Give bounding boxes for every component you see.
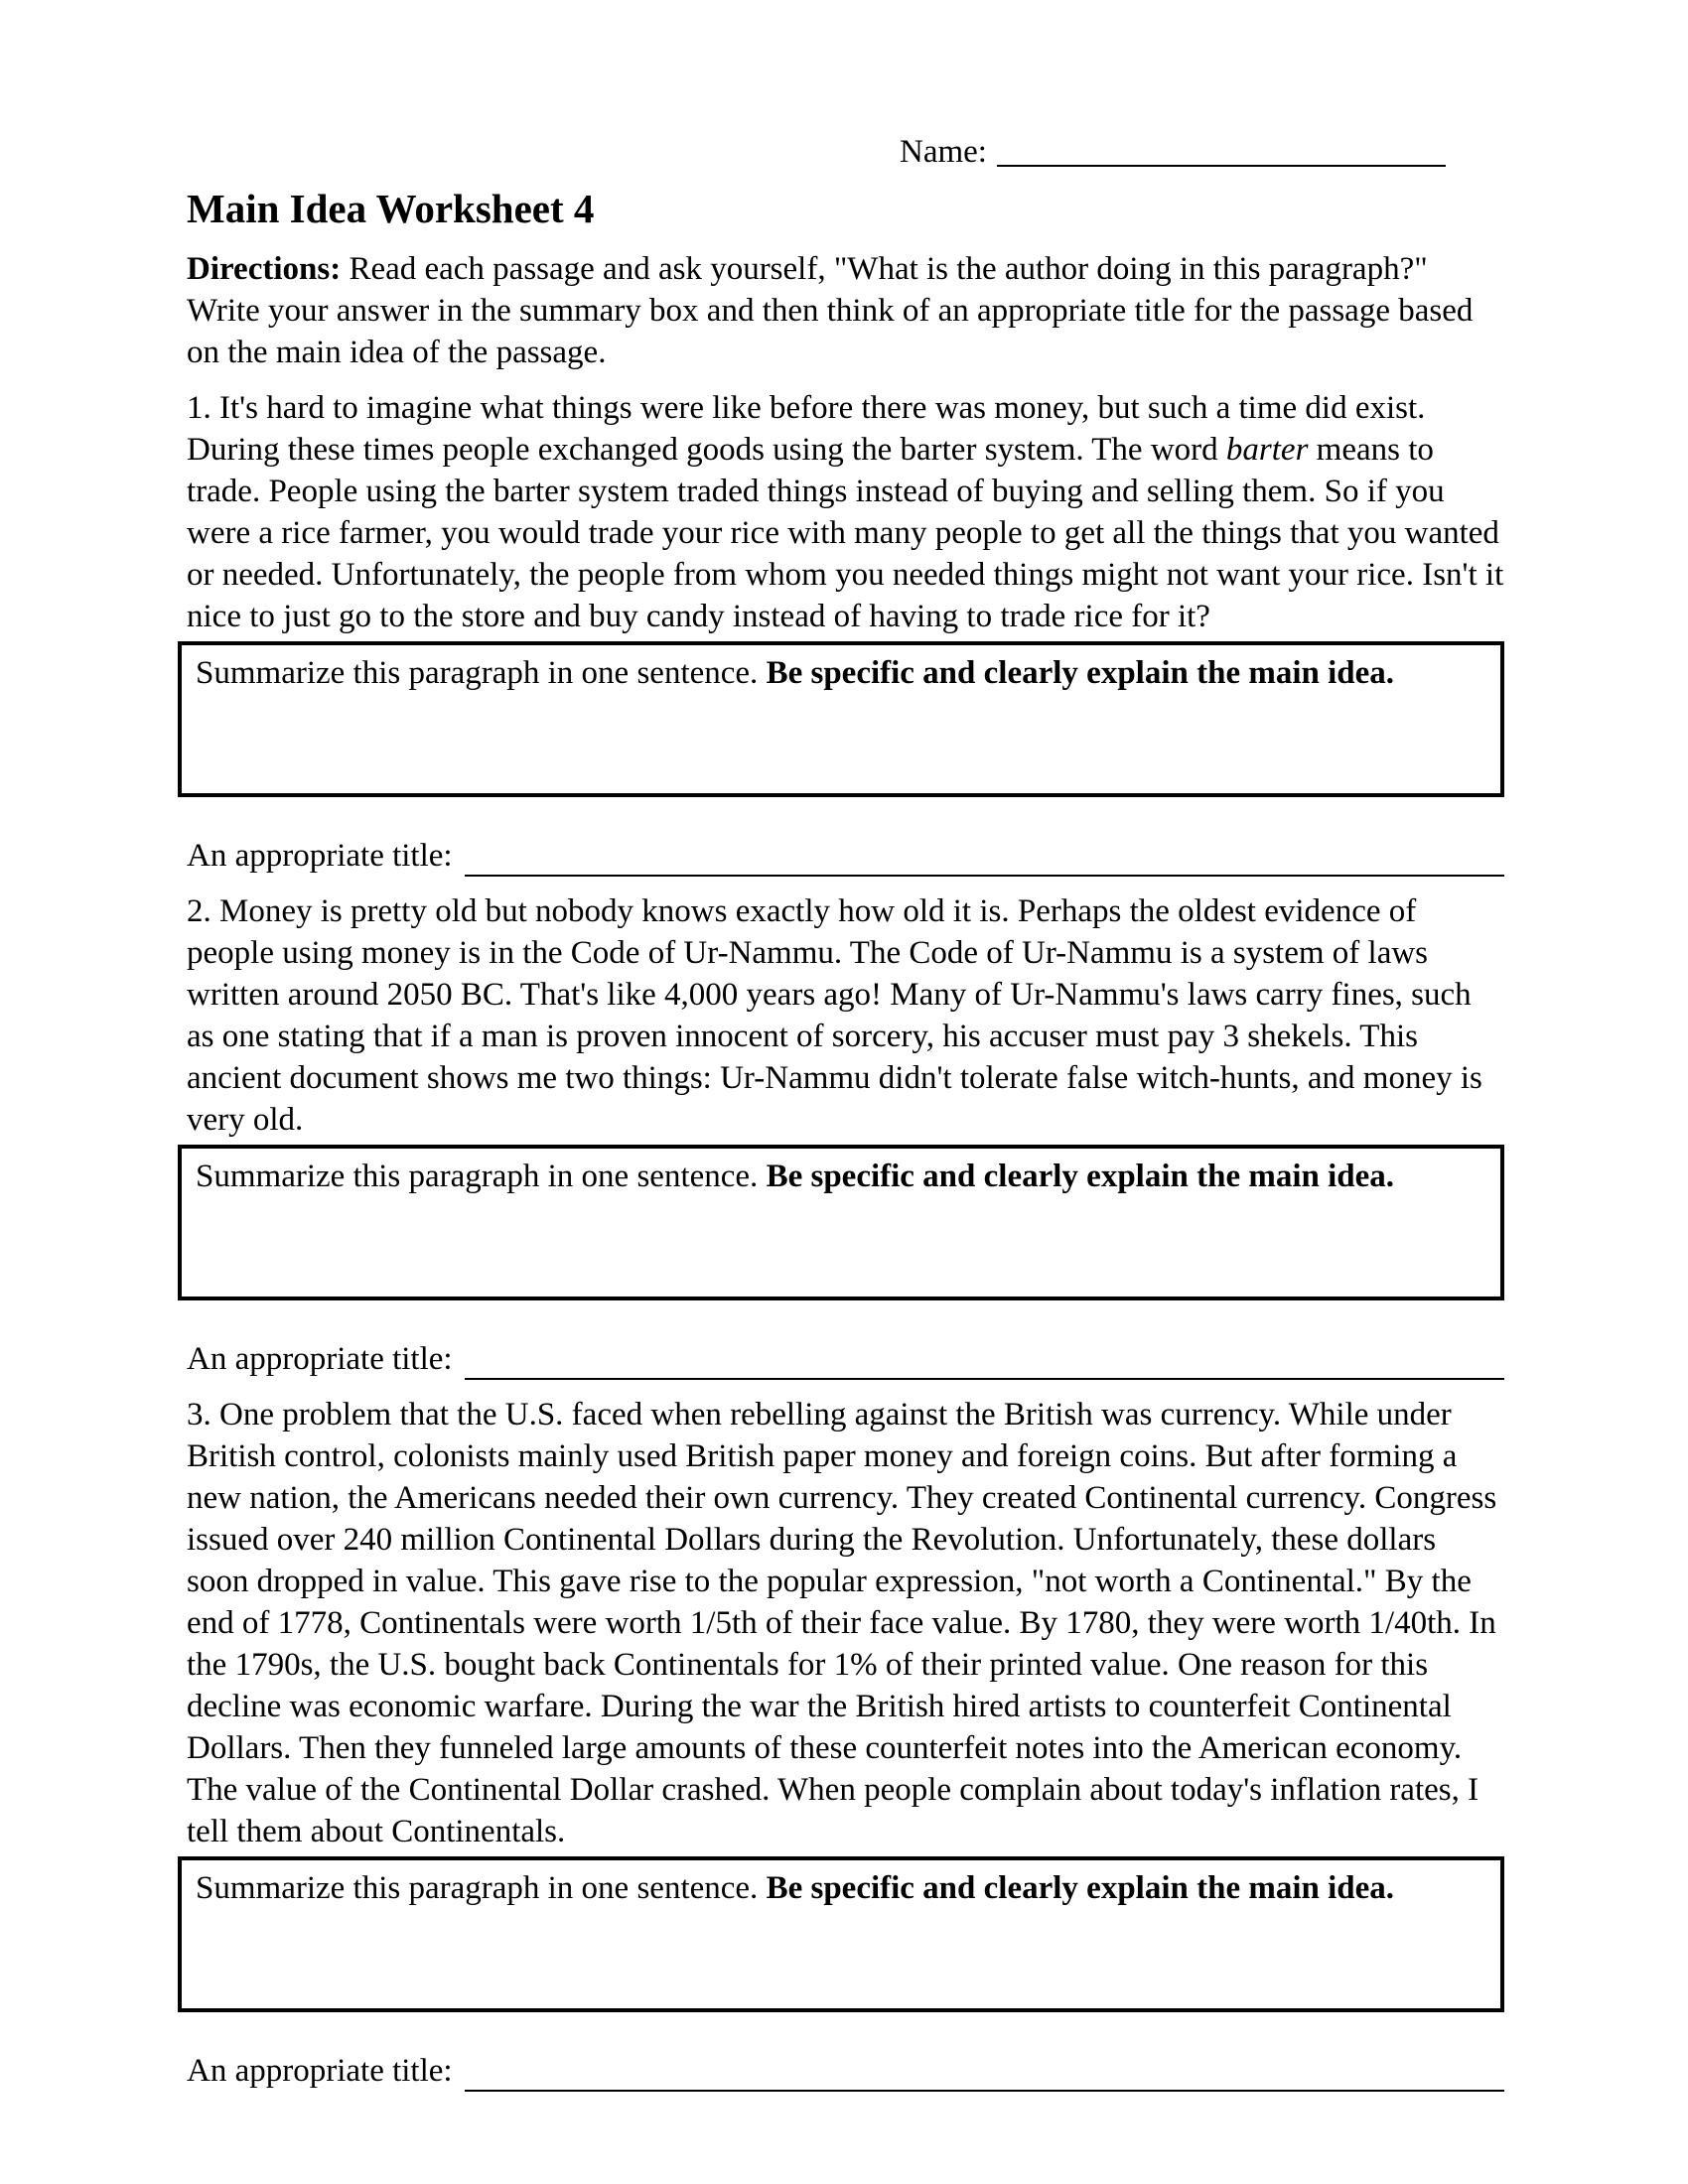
passage-block — [187, 1394, 1504, 2092]
passage-number: 3. — [187, 1397, 211, 1433]
appropriate-title-row — [187, 829, 1504, 877]
name-row — [900, 131, 1504, 177]
passage-text — [187, 387, 1504, 637]
summary-answer-box[interactable] — [178, 1856, 1504, 2012]
summary-answer-box[interactable] — [178, 641, 1504, 797]
passage-text — [187, 1394, 1504, 1852]
appropriate-title-blank-line[interactable] — [465, 1338, 1504, 1380]
appropriate-title-row — [187, 2044, 1504, 2092]
name-blank-line[interactable] — [997, 131, 1446, 167]
summary-prompt-bold: Be specific and clearly explain the main idea. — [766, 1159, 1395, 1194]
appropriate-title-label: An appropriate title: — [187, 838, 453, 874]
summary-prompt — [196, 652, 1486, 694]
appropriate-title-label: An appropriate title: — [187, 2053, 453, 2089]
appropriate-title-blank-line[interactable] — [465, 2050, 1504, 2092]
passage-italic-term: barter — [1225, 432, 1309, 468]
summary-prompt-bold: Be specific and clearly explain the main idea. — [766, 1870, 1395, 1906]
summary-prompt-regular: Summarize this paragraph in one sentence. — [196, 655, 767, 691]
directions-label: Directions: — [187, 251, 342, 287]
passage-block — [187, 387, 1504, 877]
passage-segment: means to trade. People using the barter system traded things instead of buying and selling them. So if you were a rice farmer, you would trade your rice with many people to get all the things that you wanted or needed. Unfortunately, the people from whom you needed things might not want your rice. Isn't it nice to just go to the store and buy candy instead of having to trade rice for it? — [187, 432, 1504, 634]
passage-segment: Money is pretty old but nobody knows exactly how old it is. Perhaps the oldest evidence of people using money is in the Code of Ur-Nammu. The Code of Ur-Nammu is a system of laws written around 2050 BC. That's like 4,000 years ago! Many of Ur-Nammu's laws carry fines, such as one stating that if a man is proven innocent of sorcery, his accuser must pay 3 shekels. This ancient document shows me two things: Ur-Nammu didn't tolerate false witch-hunts, and money is very old. — [187, 893, 1482, 1138]
name-label: Name: — [900, 134, 987, 170]
appropriate-title-blank-line[interactable] — [465, 835, 1504, 877]
appropriate-title-label: An appropriate title: — [187, 1341, 453, 1377]
appropriate-title-row — [187, 1332, 1504, 1380]
directions-paragraph — [187, 248, 1504, 373]
summary-prompt-regular: Summarize this paragraph in one sentence. — [196, 1870, 767, 1906]
passage-segment: It's hard to imagine what things were like before there was money, but such a time did exist. During these times people exchanged goods using the barter system. The word — [187, 390, 1426, 468]
summary-prompt — [196, 1156, 1486, 1197]
page-title: Main Idea Worksheet 4 — [187, 186, 595, 231]
summary-prompt-bold: Be specific and clearly explain the main idea. — [766, 655, 1395, 691]
directions-text: Read each passage and ask yourself, "What is the author doing in this paragraph?" Write your answer in the summary box and then think of an appropriate title for the passage based on the main idea of the passage. — [187, 251, 1474, 370]
passage-segment: One problem that the U.S. faced when rebelling against the British was currency. While under British control, colonists mainly used British paper money and foreign coins. But after forming a new nation, the Americans needed their own currency. They created Continental currency. Congress issued over 240 million Continental Dollars during the Revolution. Unfortunately, these dollars soon dropped in value. This gave rise to the popular expression, "not worth a Continental." By the end of 1778, Continentals were worth 1/5th of their face value. By 1780, they were worth 1/40th. In the 1790s, the U.S. bought back Continentals for 1% of their printed value. One reason for this decline was economic warfare. During the war the British hired artists to counterfeit Continental Dollars. Then they funneled large amounts of these counterfeit notes into the American economy. The value of the Continental Dollar crashed. When people complain about today's inflation rates, I tell them about Continentals. — [187, 1397, 1497, 1849]
summary-prompt-regular: Summarize this paragraph in one sentence. — [196, 1159, 767, 1194]
passage-text — [187, 890, 1504, 1141]
passage-block — [187, 890, 1504, 1380]
summary-prompt — [196, 1867, 1486, 1909]
passage-number: 2. — [187, 893, 211, 929]
passages-container — [187, 387, 1504, 2092]
passage-number: 1. — [187, 390, 211, 426]
summary-answer-box[interactable] — [178, 1145, 1504, 1300]
